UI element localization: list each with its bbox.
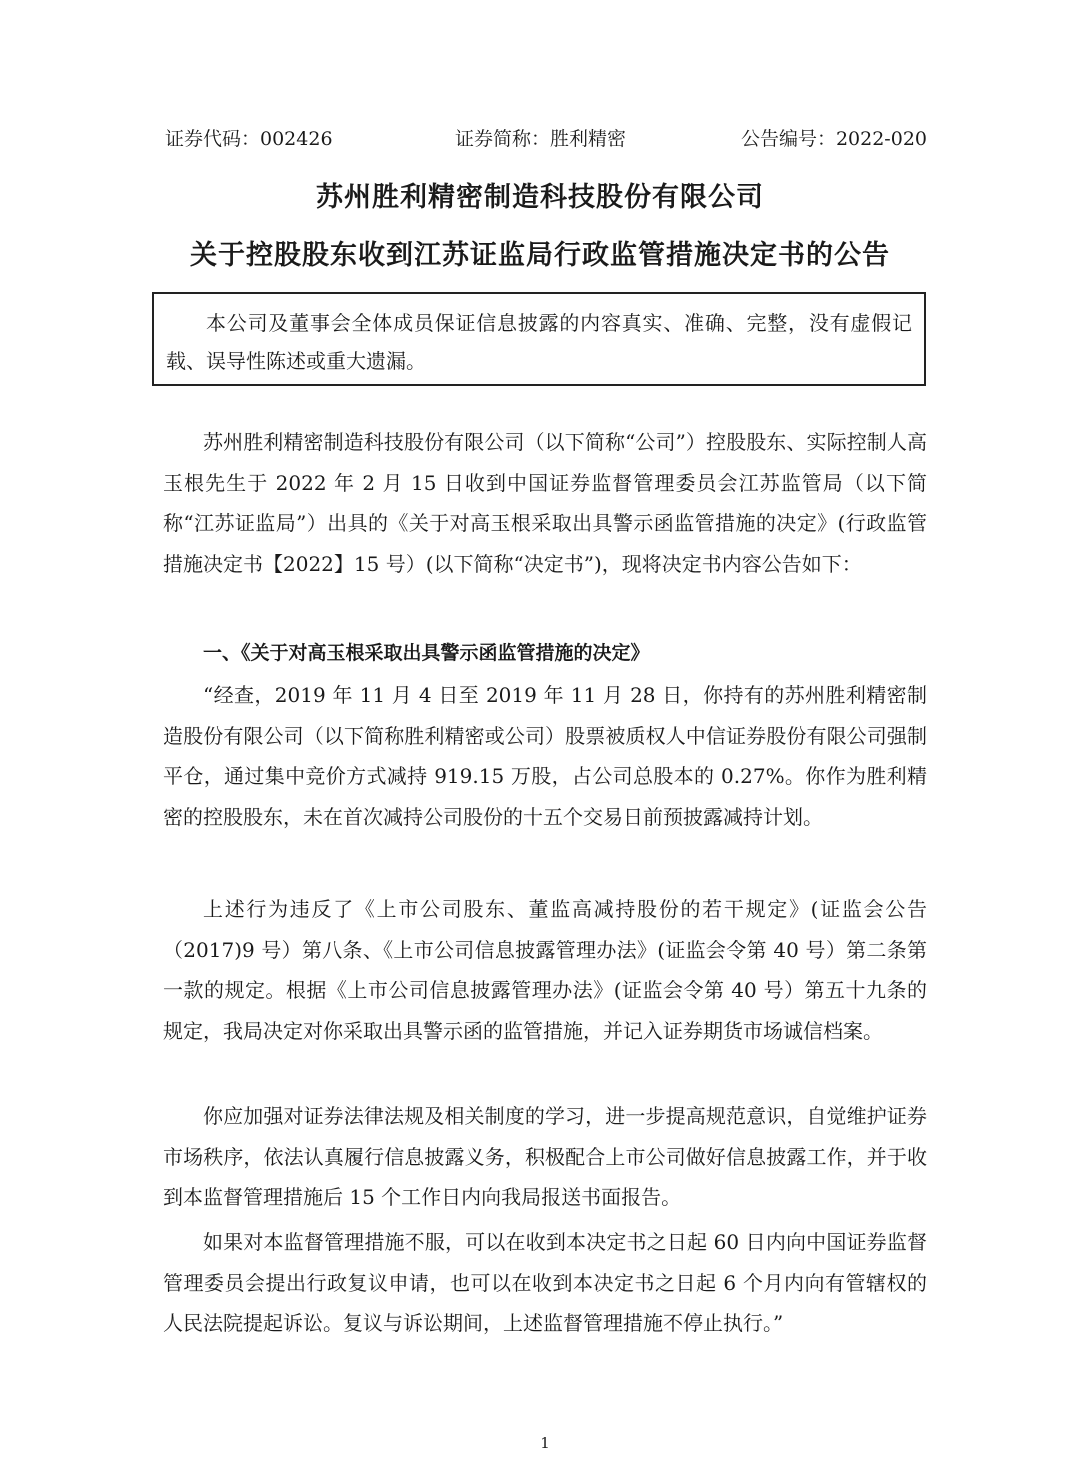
document-title-subject: 关于控股股东收到江苏证监局行政监管措施决定书的公告 xyxy=(190,240,890,271)
body-paragraph-3 xyxy=(163,889,927,1051)
paragraph-text: “经查，2019 年 11 月 4 日至 2019 年 11 月 28 日，你持有的苏州胜利精密制造股份有限公司（以下简称胜利精密或公司）股票被质权人中信证券股份有限公司强制平仓，通过集中竞价方式减持 919.15 万股，占公司总股本的 0.27%。你作为胜利精密的控股股东，未在首次减持公司股份的十五个交易日前预披露减持计划。 xyxy=(163,683,927,829)
paragraph-text: 苏州胜利精密制造科技股份有限公司（以下简称“公司”）控股股东、实际控制人高玉根先生于 2022 年 2 月 15 日收到中国证券监督管理委员会江苏监管局（以下简称“江苏证监局”）出具的《关于对高玉根采取出具警示函监管措施的决定》(行政监管措施决定书【2022】15 号）(以下简称“决定书”)，现将决定书内容公告如下： xyxy=(163,430,927,576)
section-heading-1: 一、《关于对高玉根采取出具警示函监管措施的决定》 xyxy=(203,642,650,664)
body-paragraph-1 xyxy=(163,422,927,584)
document-header xyxy=(165,124,927,154)
paragraph-text: 上述行为违反了《上市公司股东、董监高减持股份的若干规定》(证监会公告（2017)9 号）第八条、《上市公司信息披露管理办法》(证监会令第 40 号）第二条第一款的规定。根据《上市公司信息披露管理办法》(证监会令第 40 号）第五十九条的规定，我局决定对你采取出具警示函的监管措施，并记入证券期货市场诚信档案。 xyxy=(163,897,927,1043)
body-paragraph-5 xyxy=(163,1222,927,1344)
announcement-number: 公告编号：2022-020 xyxy=(740,128,927,150)
paragraph-text: 如果对本监督管理措施不服，可以在收到本决定书之日起 60 日内向中国证券监督管理委员会提出行政复议申请，也可以在收到本决定书之日起 6 个月内向有管辖权的人民法院提起诉讼。复议与诉讼期间，上述监督管理措施不停止执行。” xyxy=(163,1230,927,1336)
paragraph-text: 你应加强对证券法律法规及相关制度的学习，进一步提高规范意识，自觉维护证券市场秩序，依法认真履行信息披露义务，积极配合上市公司做好信息披露工作，并于收到本监督管理措施后 15 个工作日内向我局报送书面报告。 xyxy=(163,1104,927,1210)
page-number: 1 xyxy=(540,1434,550,1452)
body-paragraph-2 xyxy=(163,675,927,837)
security-abbreviation: 证券简称：胜利精密 xyxy=(455,128,627,150)
document-title-company: 苏州胜利精密制造科技股份有限公司 xyxy=(316,182,764,213)
security-code: 证券代码：002426 xyxy=(165,128,333,150)
body-paragraph-4 xyxy=(163,1096,927,1218)
disclosure-notice-box: 本公司及董事会全体成员保证信息披露的内容真实、准确、完整，没有虚假记载、误导性陈述或重大遗漏。 xyxy=(152,292,926,386)
